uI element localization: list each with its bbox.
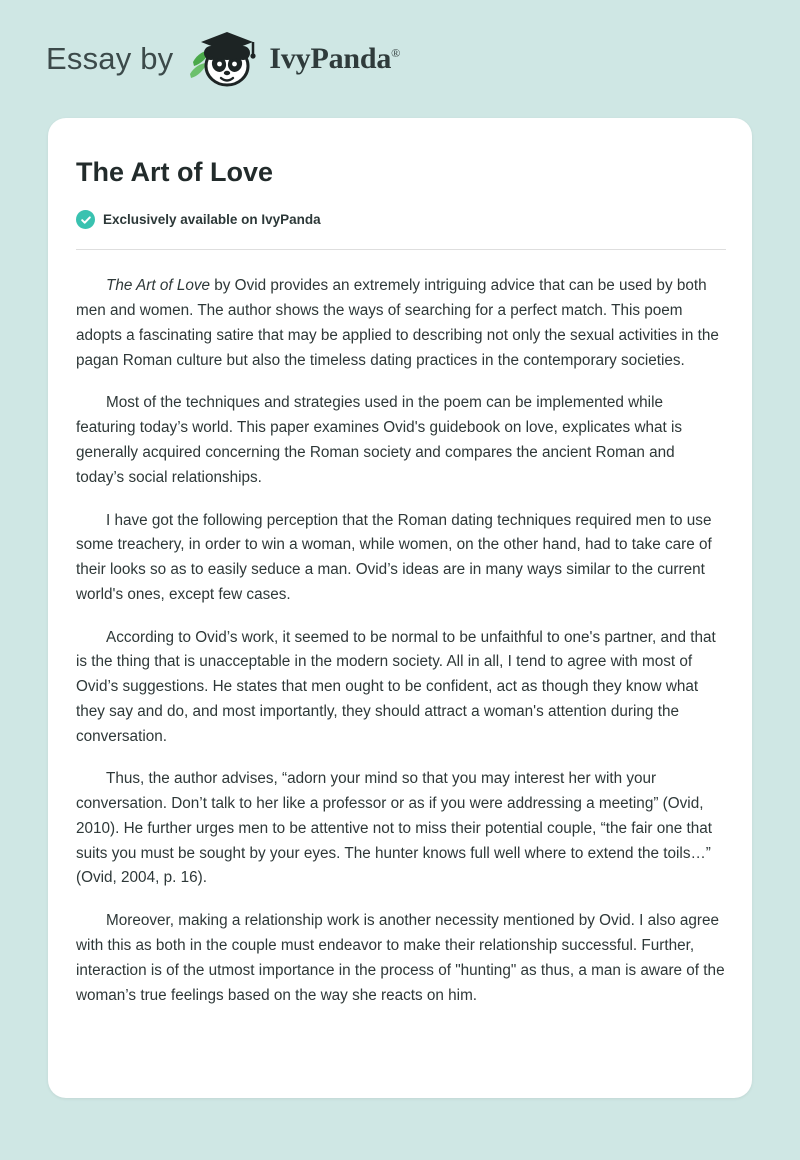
divider [76,249,726,250]
site-header [0,0,800,118]
essay-card [48,118,752,1098]
essay-body [76,274,726,1008]
status-badge-label: Exclusively available on IvyPanda [103,212,321,228]
header-prefix-text: Essay by [46,41,174,76]
paragraph-5: Thus, the author advises, “adorn your mind so that you may interest her with your conversation. Don’t talk to her like a professor or as if you were addressing a meeting” (Ovid, 2010). He further urges men to be attentive not to miss their potential couple, “the fair one that suits you must be sought by your eyes. The hunter knows full well where to extend the toils…” (Ovid, 2004, p. 16). [76,770,713,887]
registered-mark: ® [391,46,401,60]
paragraph-1-italic-lead: The Art of Love [106,277,211,295]
paragraph-6: Moreover, making a relationship work is another necessity mentioned by Ovid. I also agree with this as both in the couple must endeavor to make their relationship successful. Further, interaction is of the utmost importance in the process of "hunting" as thus, a man is aware of the woman’s true feelings based on the way she reacts on him. [76,912,725,1004]
paragraph-4: According to Ovid’s work, it seemed to be normal to be unfaithful to one's partner, and that is the thing that is unacceptable in the modern society. All in all, I tend to agree with most of Ovid’s suggestions. He states that men ought to be confident, act as though they know what they say and do, and most importantly, they should attract a woman's attention during the conversation. [76,628,716,745]
page-title: The Art of Love [76,157,274,187]
panda-graduate-icon [187,28,261,90]
brand-logo[interactable] [187,28,400,90]
exclusive-badge [76,210,726,229]
brand-name: IvyPanda® [269,42,401,75]
paragraph-3: I have got the following perception that the Roman dating techniques required men to use some treachery, in order to win a woman, while women, on the other hand, had to take care of their looks so as to easily seduce a man. Ovid’s ideas are in many ways similar to the current world's ones, except few cases. [76,511,712,603]
check-circle-icon [76,210,95,229]
paragraph-2: Most of the techniques and strategies used in the poem can be implemented while featuring today’s world. This paper examines Ovid's guidebook on love, explicates what is generally acquired concerning the Roman society and compares the ancient Roman and today’s social relationships. [76,394,683,486]
paragraph-1 [76,274,726,373]
paragraph-1-text: by Ovid provides an extremely intriguing advice that can be used by both men and women. The author shows the ways of searching for a perfect match. This poem adopts a fascinating satire that may be applied to describing not only the sexual activities in the pagan Roman culture but also the timeless dating practices in the contemporary societies. [76,277,719,369]
